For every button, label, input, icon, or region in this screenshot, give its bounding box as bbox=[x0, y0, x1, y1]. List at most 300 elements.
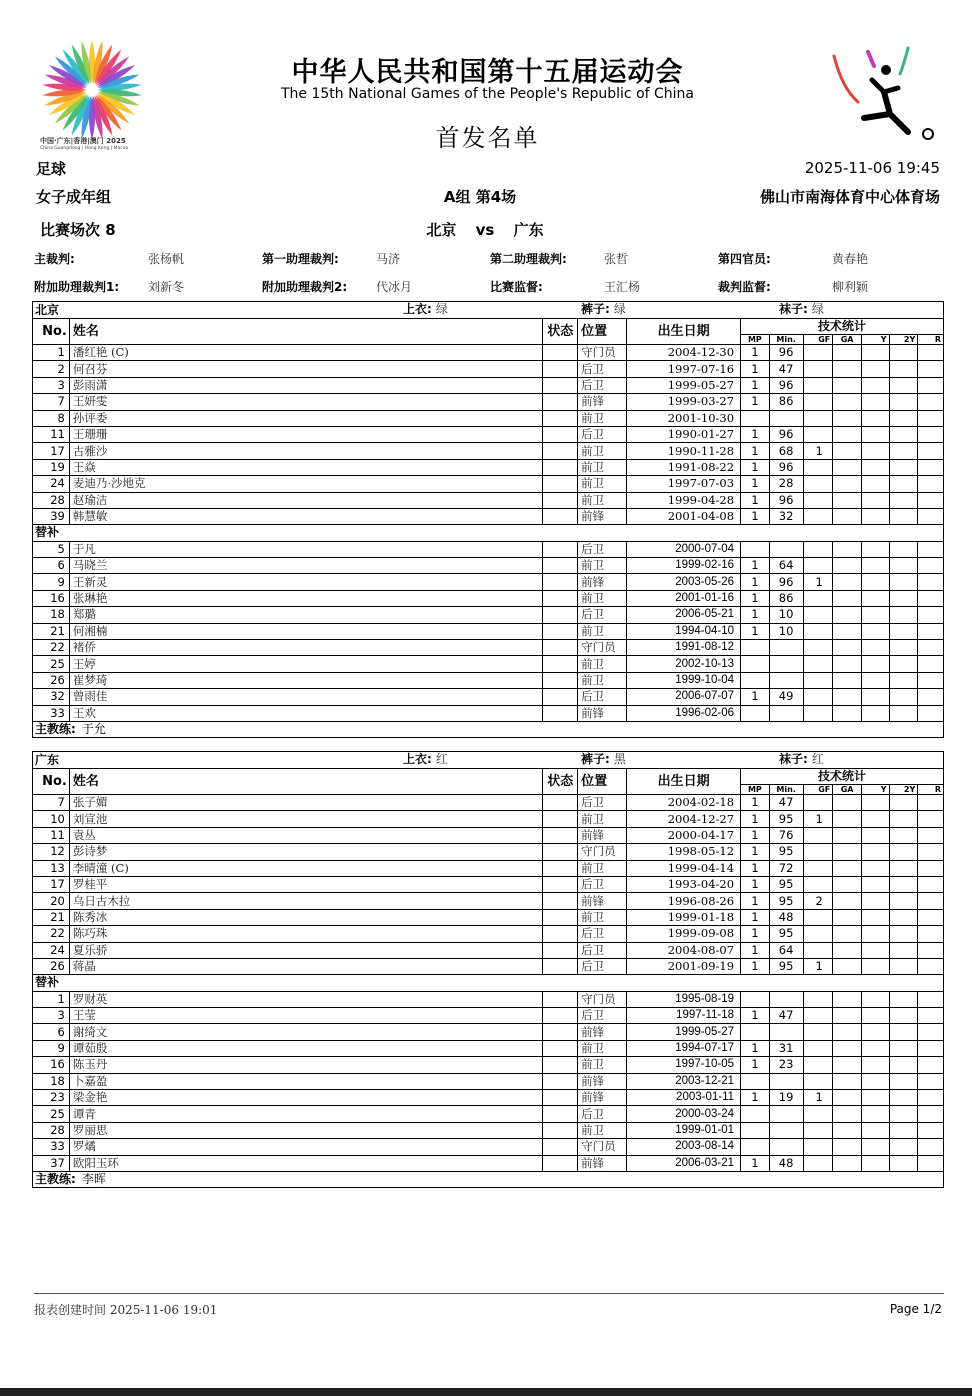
official-name: 黄春艳 bbox=[832, 252, 869, 266]
player-yy bbox=[889, 656, 918, 672]
official-name: 王汇杨 bbox=[604, 280, 641, 294]
player-y bbox=[861, 689, 889, 705]
player-status bbox=[543, 1155, 578, 1171]
player-minutes bbox=[769, 1106, 803, 1122]
player-r bbox=[918, 640, 944, 656]
player-r bbox=[918, 590, 944, 606]
kit-shorts-label: 裤子: bbox=[581, 302, 610, 316]
player-number: 16 bbox=[33, 590, 70, 606]
player-status bbox=[543, 607, 578, 623]
player-row bbox=[33, 476, 944, 492]
player-position: 后卫 bbox=[578, 942, 627, 958]
column-header-min: Min. bbox=[769, 335, 803, 345]
player-y bbox=[861, 1040, 889, 1056]
player-row bbox=[33, 926, 944, 942]
player-number: 19 bbox=[33, 459, 70, 475]
player-mp: 1 bbox=[741, 876, 770, 892]
player-row bbox=[33, 426, 944, 442]
player-status bbox=[543, 590, 578, 606]
player-ga bbox=[833, 541, 862, 557]
official-role: 第四官员: bbox=[718, 252, 771, 266]
player-row bbox=[33, 345, 944, 361]
player-status bbox=[543, 410, 578, 426]
vs-label: vs bbox=[475, 221, 495, 239]
player-gf bbox=[803, 942, 833, 958]
player-status bbox=[543, 476, 578, 492]
player-mp bbox=[741, 991, 770, 1007]
player-ga bbox=[833, 1106, 862, 1122]
player-row bbox=[33, 574, 944, 590]
player-status bbox=[543, 377, 578, 393]
player-gf bbox=[803, 1155, 833, 1171]
player-dob: 1993-04-20 bbox=[627, 876, 741, 892]
column-header-y: Y bbox=[861, 785, 889, 795]
player-status bbox=[543, 958, 578, 974]
player-y bbox=[861, 1122, 889, 1138]
player-position: 后卫 bbox=[578, 926, 627, 942]
player-position: 守门员 bbox=[578, 991, 627, 1007]
player-dob: 1999-04-14 bbox=[627, 860, 741, 876]
player-ga bbox=[833, 991, 862, 1007]
player-number: 22 bbox=[33, 926, 70, 942]
player-gf bbox=[803, 426, 833, 442]
player-gf bbox=[803, 508, 833, 524]
player-row bbox=[33, 876, 944, 892]
player-row bbox=[33, 942, 944, 958]
player-name: 韩慧敏 bbox=[69, 508, 542, 524]
player-r bbox=[918, 377, 944, 393]
column-header-r: R bbox=[918, 785, 944, 795]
team-name: 北京 bbox=[35, 302, 60, 317]
player-mp: 1 bbox=[741, 361, 770, 377]
player-status bbox=[543, 844, 578, 860]
player-row bbox=[33, 590, 944, 606]
player-name: 何湘楠 bbox=[69, 623, 542, 639]
player-name: 王新灵 bbox=[69, 574, 542, 590]
player-yy bbox=[889, 844, 918, 860]
player-r bbox=[918, 558, 944, 574]
player-position: 守门员 bbox=[578, 640, 627, 656]
player-yy bbox=[889, 689, 918, 705]
player-minutes: 10 bbox=[769, 607, 803, 623]
column-header-no: No. bbox=[33, 319, 70, 345]
player-ga bbox=[833, 640, 862, 656]
player-y bbox=[861, 345, 889, 361]
player-dob: 1997-10-05 bbox=[627, 1057, 741, 1073]
player-status bbox=[543, 1057, 578, 1073]
player-yy bbox=[889, 860, 918, 876]
player-number: 18 bbox=[33, 607, 70, 623]
player-ga bbox=[833, 926, 862, 942]
player-yy bbox=[889, 377, 918, 393]
player-yy bbox=[889, 476, 918, 492]
player-name: 陈巧珠 bbox=[69, 926, 542, 942]
player-ga bbox=[833, 377, 862, 393]
player-r bbox=[918, 492, 944, 508]
player-mp: 1 bbox=[741, 811, 770, 827]
games-logo bbox=[34, 32, 150, 156]
player-yy bbox=[889, 876, 918, 892]
player-ga bbox=[833, 558, 862, 574]
player-yy bbox=[889, 705, 918, 721]
player-number: 33 bbox=[33, 705, 70, 721]
player-y bbox=[861, 827, 889, 843]
column-header-dob: 出生日期 bbox=[627, 319, 741, 345]
player-yy bbox=[889, 672, 918, 688]
player-status bbox=[543, 705, 578, 721]
matchup bbox=[380, 219, 590, 240]
player-y bbox=[861, 1008, 889, 1024]
player-ga bbox=[833, 705, 862, 721]
player-dob: 2003-12-21 bbox=[627, 1073, 741, 1089]
player-status bbox=[543, 1090, 578, 1106]
player-position: 后卫 bbox=[578, 795, 627, 811]
player-yy bbox=[889, 558, 918, 574]
kit-socks-label: 袜子: bbox=[779, 302, 808, 316]
official-role: 裁判监督: bbox=[718, 280, 771, 294]
column-header-gf: GF bbox=[803, 785, 833, 795]
player-name: 乌日古木拉 bbox=[69, 893, 542, 909]
player-row bbox=[33, 1155, 944, 1171]
player-status bbox=[543, 1073, 578, 1089]
player-status bbox=[543, 1040, 578, 1056]
player-mp bbox=[741, 1024, 770, 1040]
player-yy bbox=[889, 991, 918, 1007]
player-minutes bbox=[769, 410, 803, 426]
away-team: 广东 bbox=[513, 221, 544, 239]
player-gf bbox=[803, 656, 833, 672]
player-yy bbox=[889, 958, 918, 974]
player-yy bbox=[889, 426, 918, 442]
player-dob: 1999-02-16 bbox=[627, 558, 741, 574]
player-gf: 2 bbox=[803, 893, 833, 909]
player-row bbox=[33, 705, 944, 721]
player-position: 前卫 bbox=[578, 476, 627, 492]
player-row bbox=[33, 860, 944, 876]
player-position: 后卫 bbox=[578, 1008, 627, 1024]
kit-shorts-label: 裤子: bbox=[581, 752, 610, 766]
player-row bbox=[33, 672, 944, 688]
player-yy bbox=[889, 1139, 918, 1155]
player-ga bbox=[833, 795, 862, 811]
player-position: 前卫 bbox=[578, 656, 627, 672]
player-name: 王焱 bbox=[69, 459, 542, 475]
player-dob: 1997-07-03 bbox=[627, 476, 741, 492]
substitutes-label: 替补 bbox=[33, 975, 944, 991]
player-gf bbox=[803, 361, 833, 377]
player-minutes: 96 bbox=[769, 459, 803, 475]
player-mp: 1 bbox=[741, 689, 770, 705]
player-yy bbox=[889, 795, 918, 811]
column-header-ga: GA bbox=[833, 335, 862, 345]
player-gf bbox=[803, 860, 833, 876]
player-name: 王珊珊 bbox=[69, 426, 542, 442]
player-y bbox=[861, 1073, 889, 1089]
player-name: 罗财英 bbox=[69, 991, 542, 1007]
player-mp: 1 bbox=[741, 345, 770, 361]
player-dob: 2001-10-30 bbox=[627, 410, 741, 426]
player-r bbox=[918, 827, 944, 843]
player-mp: 1 bbox=[741, 426, 770, 442]
logo-text: 中国·广东|香港|澳门 2025 bbox=[40, 137, 126, 145]
column-header-no: No. bbox=[33, 769, 70, 795]
player-mp: 1 bbox=[741, 607, 770, 623]
player-gf bbox=[803, 492, 833, 508]
team-lineup-beijing bbox=[32, 301, 944, 738]
player-y bbox=[861, 476, 889, 492]
player-dob: 2001-09-19 bbox=[627, 958, 741, 974]
player-minutes: 96 bbox=[769, 574, 803, 590]
football-pictogram bbox=[828, 44, 940, 144]
player-number: 25 bbox=[33, 656, 70, 672]
player-mp: 1 bbox=[741, 958, 770, 974]
player-ga bbox=[833, 607, 862, 623]
player-r bbox=[918, 811, 944, 827]
player-status bbox=[543, 926, 578, 942]
team-lineup-guangdong bbox=[32, 751, 944, 1188]
player-minutes: 48 bbox=[769, 909, 803, 925]
kit-shirt bbox=[403, 302, 448, 317]
player-y bbox=[861, 926, 889, 942]
player-yy bbox=[889, 1155, 918, 1171]
kit-shorts-color: 绿 bbox=[613, 302, 626, 316]
team-name: 广东 bbox=[35, 752, 60, 767]
player-position: 前锋 bbox=[578, 705, 627, 721]
player-row bbox=[33, 1139, 944, 1155]
official-name: 柳利颖 bbox=[832, 280, 869, 294]
player-yy bbox=[889, 361, 918, 377]
column-header-status: 状态 bbox=[543, 769, 578, 795]
player-yy bbox=[889, 942, 918, 958]
player-dob: 1999-09-08 bbox=[627, 926, 741, 942]
player-position: 后卫 bbox=[578, 541, 627, 557]
player-yy bbox=[889, 345, 918, 361]
player-position: 后卫 bbox=[578, 1106, 627, 1122]
player-minutes: 10 bbox=[769, 623, 803, 639]
player-r bbox=[918, 1139, 944, 1155]
official-role: 附加助理裁判2: bbox=[262, 280, 348, 294]
player-gf bbox=[803, 876, 833, 892]
player-status bbox=[543, 426, 578, 442]
player-dob: 2004-12-27 bbox=[627, 811, 741, 827]
column-header-status: 状态 bbox=[543, 319, 578, 345]
player-yy bbox=[889, 1073, 918, 1089]
player-minutes: 95 bbox=[769, 844, 803, 860]
player-position: 前卫 bbox=[578, 623, 627, 639]
player-dob: 2000-03-24 bbox=[627, 1106, 741, 1122]
player-row bbox=[33, 991, 944, 1007]
player-r bbox=[918, 672, 944, 688]
player-status bbox=[543, 795, 578, 811]
player-r bbox=[918, 1122, 944, 1138]
player-position: 后卫 bbox=[578, 876, 627, 892]
player-gf bbox=[803, 1040, 833, 1056]
player-yy bbox=[889, 1106, 918, 1122]
player-name: 谭茹殷 bbox=[69, 1040, 542, 1056]
official-name: 张哲 bbox=[604, 252, 629, 266]
player-y bbox=[861, 623, 889, 639]
player-dob: 1999-04-28 bbox=[627, 492, 741, 508]
player-number: 23 bbox=[33, 1090, 70, 1106]
player-minutes: 64 bbox=[769, 558, 803, 574]
player-gf bbox=[803, 827, 833, 843]
player-dob: 1999-05-27 bbox=[627, 377, 741, 393]
player-position: 前锋 bbox=[578, 1024, 627, 1040]
player-number: 39 bbox=[33, 508, 70, 524]
player-number: 21 bbox=[33, 623, 70, 639]
player-row bbox=[33, 1106, 944, 1122]
player-minutes bbox=[769, 991, 803, 1007]
official-role: 比赛监督: bbox=[490, 280, 543, 294]
player-dob: 1996-02-06 bbox=[627, 705, 741, 721]
player-gf bbox=[803, 991, 833, 1007]
player-position: 前卫 bbox=[578, 492, 627, 508]
logo-subtext: China Guangdong | Hong Kong | Macao bbox=[40, 146, 129, 151]
player-r bbox=[918, 1024, 944, 1040]
player-mp: 1 bbox=[741, 623, 770, 639]
player-yy bbox=[889, 459, 918, 475]
kit-shirt-label: 上衣: bbox=[403, 302, 432, 316]
column-header-position: 位置 bbox=[578, 319, 627, 345]
player-status bbox=[543, 1139, 578, 1155]
player-ga bbox=[833, 574, 862, 590]
player-minutes: 96 bbox=[769, 492, 803, 508]
player-ga bbox=[833, 459, 862, 475]
column-header-name: 姓名 bbox=[69, 319, 542, 345]
player-number: 17 bbox=[33, 876, 70, 892]
player-status bbox=[543, 345, 578, 361]
player-status bbox=[543, 689, 578, 705]
player-status bbox=[543, 541, 578, 557]
player-mp: 1 bbox=[741, 443, 770, 459]
player-mp bbox=[741, 1122, 770, 1138]
player-name: 褚侨 bbox=[69, 640, 542, 656]
player-r bbox=[918, 909, 944, 925]
coach-label: 主教练: bbox=[35, 722, 76, 737]
player-minutes bbox=[769, 541, 803, 557]
player-status bbox=[543, 1008, 578, 1024]
kit-shorts bbox=[581, 302, 626, 317]
player-row bbox=[33, 795, 944, 811]
player-ga bbox=[833, 1040, 862, 1056]
player-yy bbox=[889, 443, 918, 459]
player-gf bbox=[803, 689, 833, 705]
player-r bbox=[918, 1040, 944, 1056]
player-r bbox=[918, 361, 944, 377]
player-number: 6 bbox=[33, 558, 70, 574]
player-ga bbox=[833, 1073, 862, 1089]
player-number: 16 bbox=[33, 1057, 70, 1073]
player-minutes: 96 bbox=[769, 426, 803, 442]
player-r bbox=[918, 991, 944, 1007]
player-status bbox=[543, 827, 578, 843]
player-gf bbox=[803, 377, 833, 393]
official-role: 附加助理裁判1: bbox=[34, 280, 120, 294]
player-dob: 2004-08-07 bbox=[627, 942, 741, 958]
player-name: 张琳艳 bbox=[69, 590, 542, 606]
player-gf bbox=[803, 1106, 833, 1122]
player-yy bbox=[889, 607, 918, 623]
player-r bbox=[918, 942, 944, 958]
player-ga bbox=[833, 1057, 862, 1073]
player-mp: 1 bbox=[741, 1090, 770, 1106]
player-ga bbox=[833, 443, 862, 459]
player-row bbox=[33, 1040, 944, 1056]
player-status bbox=[543, 811, 578, 827]
official-name: 马济 bbox=[376, 252, 401, 266]
player-row bbox=[33, 541, 944, 557]
player-status bbox=[543, 508, 578, 524]
created-time: 报表创建时间 2025-11-06 19:01 bbox=[34, 1303, 218, 1317]
player-number: 6 bbox=[33, 1024, 70, 1040]
player-name: 彭雨潇 bbox=[69, 377, 542, 393]
player-minutes bbox=[769, 705, 803, 721]
player-dob: 2002-10-13 bbox=[627, 656, 741, 672]
player-y bbox=[861, 410, 889, 426]
player-gf bbox=[803, 558, 833, 574]
player-name: 于凡 bbox=[69, 541, 542, 557]
player-row bbox=[33, 844, 944, 860]
column-header-stats: 技术统计 bbox=[741, 769, 944, 785]
player-yy bbox=[889, 1122, 918, 1138]
player-ga bbox=[833, 361, 862, 377]
player-r bbox=[918, 508, 944, 524]
player-mp: 1 bbox=[741, 476, 770, 492]
player-name: 刘宣池 bbox=[69, 811, 542, 827]
player-r bbox=[918, 958, 944, 974]
player-dob: 1994-04-10 bbox=[627, 623, 741, 639]
player-ga bbox=[833, 410, 862, 426]
player-name: 孙评委 bbox=[69, 410, 542, 426]
player-minutes: 95 bbox=[769, 893, 803, 909]
player-yy bbox=[889, 394, 918, 410]
player-name: 麦迪乃·沙地克 bbox=[69, 476, 542, 492]
title-en: The 15th National Games of the People's Republic of China bbox=[280, 86, 695, 102]
player-y bbox=[861, 377, 889, 393]
player-y bbox=[861, 443, 889, 459]
player-name: 罗桂平 bbox=[69, 876, 542, 892]
page-number: Page 1/2 bbox=[889, 1302, 942, 1316]
player-gf bbox=[803, 1139, 833, 1155]
player-gf bbox=[803, 909, 833, 925]
player-number: 25 bbox=[33, 1106, 70, 1122]
player-position: 前卫 bbox=[578, 860, 627, 876]
player-number: 7 bbox=[33, 795, 70, 811]
player-number: 32 bbox=[33, 689, 70, 705]
player-mp: 1 bbox=[741, 1040, 770, 1056]
player-r bbox=[918, 926, 944, 942]
coach-row bbox=[33, 1171, 944, 1187]
player-name: 何召芬 bbox=[69, 361, 542, 377]
player-y bbox=[861, 541, 889, 557]
player-position: 前卫 bbox=[578, 410, 627, 426]
player-name: 袁丛 bbox=[69, 827, 542, 843]
player-position: 前锋 bbox=[578, 574, 627, 590]
player-number: 28 bbox=[33, 1122, 70, 1138]
player-dob: 2006-07-07 bbox=[627, 689, 741, 705]
player-gf bbox=[803, 459, 833, 475]
player-number: 24 bbox=[33, 942, 70, 958]
player-position: 前锋 bbox=[578, 893, 627, 909]
player-minutes bbox=[769, 656, 803, 672]
player-mp: 1 bbox=[741, 942, 770, 958]
column-header-r: R bbox=[918, 335, 944, 345]
kit-socks bbox=[779, 752, 824, 767]
player-position: 后卫 bbox=[578, 958, 627, 974]
player-number: 7 bbox=[33, 394, 70, 410]
player-yy bbox=[889, 640, 918, 656]
player-gf bbox=[803, 640, 833, 656]
